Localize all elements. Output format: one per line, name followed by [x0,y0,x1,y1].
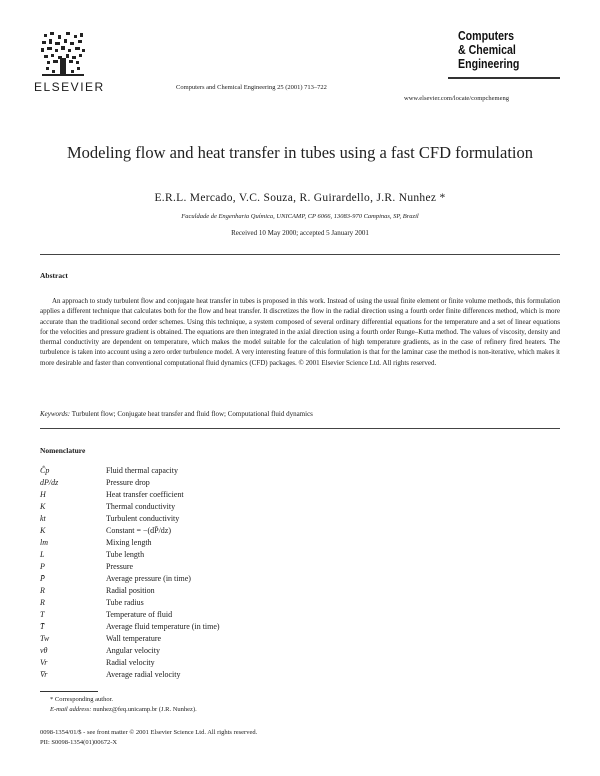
article-title: Modeling flow and heat transfer in tubes using a fast CFD formulation [66,143,534,162]
elsevier-tree-logo [38,30,88,82]
nomenclature-definition: Constant = −(dP̄/dz) [106,526,172,535]
email-label: E-mail address: [50,706,92,713]
nomenclature-top-rule [40,428,560,429]
email-note [50,706,197,713]
publisher-name: ELSEVIER [34,80,105,94]
article-authors: E.R.L. Mercado, V.C. Souza, R. Guirardello, J.R. Nunhez * [154,192,446,204]
nomenclature-definition: Pressure [106,562,134,571]
nomenclature-symbol: H [40,490,46,499]
abstract-top-rule [40,254,560,255]
received-dates: Received 10 May 2000; accepted 5 January 2001 [231,229,369,237]
nomenclature-definition: Mixing length [106,538,152,547]
nomenclature-heading: Nomenclature [40,446,86,455]
issn-line: 0098-1354/01/$ - see front matter © 2001 Elsevier Science Ltd. All rights reserved. [40,729,258,736]
nomenclature-definition: Average fluid temperature (in time) [106,622,220,631]
nomenclature-definition: Angular velocity [106,646,160,655]
nomenclature-definition: Pressure drop [106,478,150,487]
nomenclature-symbol: R [40,586,45,595]
nomenclature-symbol: K [40,526,46,535]
nomenclature-symbol: kt [40,514,46,523]
pii-line: PII: S0098-1354(01)00672-X [40,739,118,746]
email-address-link[interactable]: nunhez@feq.unicamp.br (J.R. Nunhez). [93,706,197,713]
nomenclature-definition: Radial position [106,586,155,595]
nomenclature-symbol: R [40,598,45,607]
nomenclature-symbol: lm [40,538,48,547]
nomenclature-definition: Average radial velocity [106,670,181,679]
journal-website-link[interactable]: www.elsevier.com/locate/compchemeng [404,95,509,102]
abstract-heading: Abstract [40,271,68,280]
brand-line-2: & Chemical [458,43,516,57]
keywords-text: Turbulent flow; Conjugate heat transfer and fluid flow; Computational fluid dynamics [71,410,313,418]
nomenclature-symbol: Tw [40,634,50,643]
nomenclature-definition: Tube radius [106,598,144,607]
nomenclature-symbol: dP/dz [40,478,59,487]
journal-citation: Computers and Chemical Engineering 25 (2001) 713–722 [176,84,327,91]
nomenclature-symbol: L [40,550,45,559]
nomenclature-symbol: Ĉp [40,466,50,475]
nomenclature-definition: Fluid thermal capacity [106,466,178,475]
nomenclature-definition: Average pressure (in time) [106,574,191,583]
abstract-text: An approach to study turbulent flow and conjugate heat transfer in tubes is proposed in this work. Instead of using the usual finite element or finite volume methods, this formulation applies a different technique that calculates both for the flow and heat transfer. It discretizes the flow in the radial direction using a fourth order finite differences method, which is more accurate than the traditional second order schemes. Using this technique, a system composed of several ordinary differential equations for the temperature and a set of linear equations for the velocities and pressure gradient is obtained. The equations are then integrated in the axial direction using a fourth order Runge–Kutta method. The values of viscosity, density and thermal conductivity are dependent on temperature, which makes the model suitable for the calculation of high temperature gradients, as in the case of refinery fired heaters. The turbulence is taken into account using a zero order turbulence model. A very interesting feature of this formulation is that for the laminar case the method is non-iterative, which makes it more desirable and faster than conventional computational fluid dynamics (CFD) packages. © 2001 Elsevier Science Ltd. All rights reserved. [40,297,560,367]
nomenclature-symbol: T̄ [40,622,45,631]
nomenclature-symbol: K [40,502,46,511]
nomenclature-definition: Tube length [106,550,145,559]
footnote-rule [40,691,98,692]
keywords-line [40,410,560,418]
brand-line-1: Computers [458,29,515,43]
nomenclature-definition: Thermal conductivity [106,502,176,511]
brand-divider [448,77,560,79]
nomenclature-symbol: V̄r [40,670,48,679]
nomenclature-symbol: Vr [40,658,48,667]
nomenclature-definition: Turbulent conductivity [106,514,180,523]
nomenclature-definition: Heat transfer coefficient [106,490,184,499]
nomenclature-symbol: T [40,610,45,619]
nomenclature-symbol: P̄ [40,574,45,583]
nomenclature-definition: Wall temperature [106,634,162,643]
journal-brand [458,29,519,71]
nomenclature-symbol: vθ [40,646,48,655]
nomenclature-definition: Temperature of fluid [106,610,173,619]
corresponding-author-note: * Corresponding author. [50,696,114,703]
nomenclature-symbol: P [40,562,45,571]
tree-logo-icon [38,30,88,82]
brand-line-3: Engineering [458,57,520,71]
keywords-label: Keywords: [40,410,71,418]
author-affiliation: Faculdade de Engenharia Química, UNICAMP, CP 6066, 13083-970 Campinas, SP, Brazil [181,213,419,220]
nomenclature-definition: Radial velocity [106,658,155,667]
